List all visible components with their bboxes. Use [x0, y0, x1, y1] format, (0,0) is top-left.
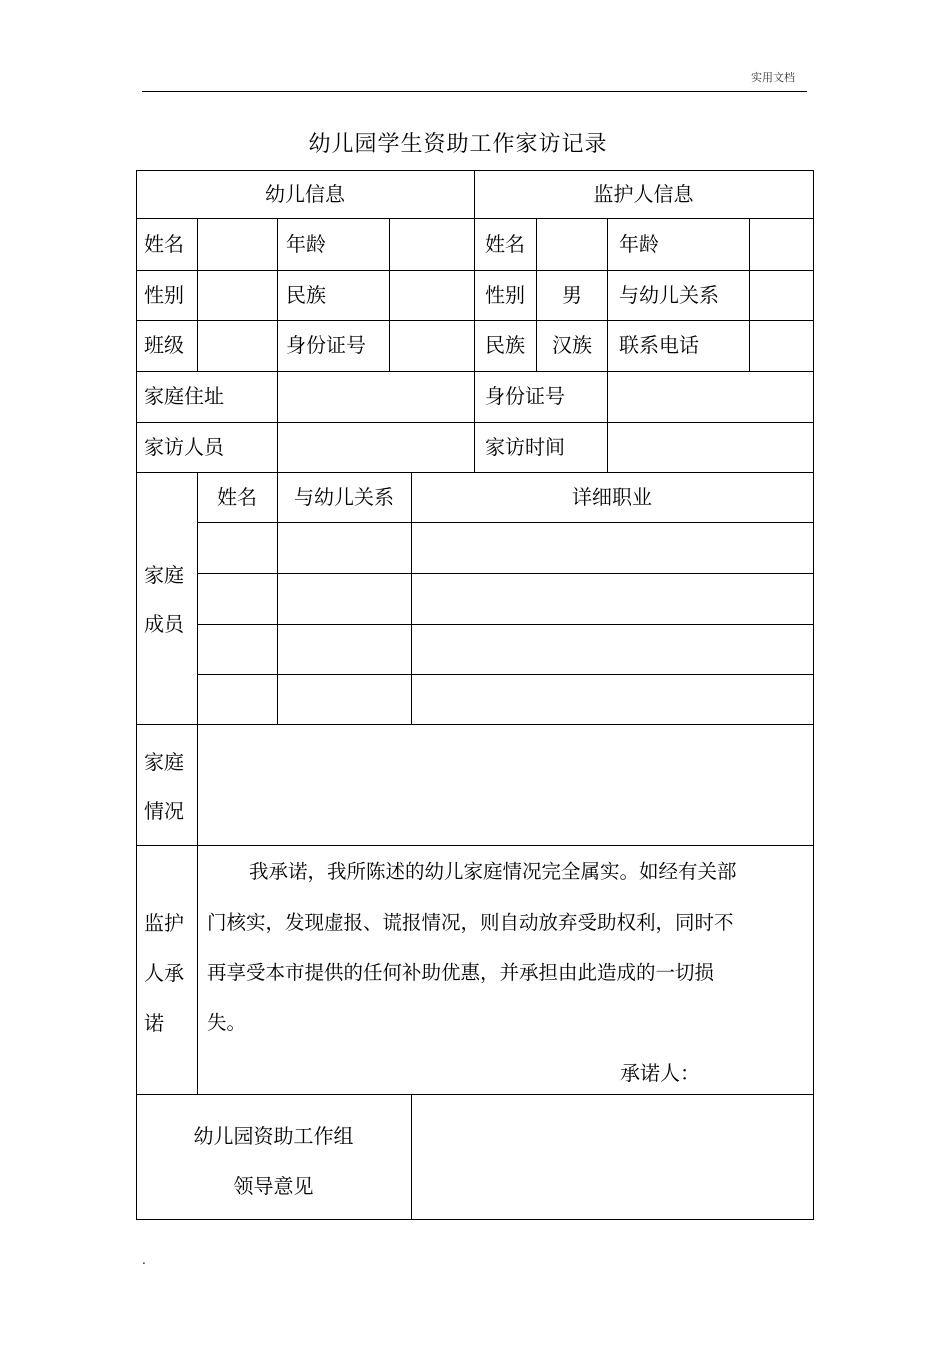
family-col-name: 姓名: [217, 485, 257, 509]
guardian-name-label: 姓名: [485, 232, 525, 256]
rule: [136, 170, 137, 1220]
rule: [277, 472, 278, 725]
rule: [136, 371, 814, 372]
header-rule: [142, 91, 807, 92]
family-situation-label-line2: 情况: [144, 799, 184, 823]
footer-mark: .: [142, 1253, 146, 1267]
rule: [136, 1219, 814, 1220]
rule: [411, 1094, 412, 1220]
rule: [474, 170, 475, 473]
rule: [136, 218, 814, 219]
rule: [197, 472, 198, 1095]
child-id-label: 身份证号: [286, 333, 366, 357]
header-label: 实用文档: [751, 71, 795, 84]
guardian-ethnicity-label: 民族: [485, 333, 525, 357]
pledge-label-line3: 诺: [144, 1011, 164, 1035]
page-title: 幼儿园学生资助工作家访记录: [308, 132, 608, 157]
rule: [389, 218, 390, 372]
pledge-text-line1: 我承诺，我所陈述的幼儿家庭情况完全属实。如经有关部: [249, 860, 737, 883]
rule: [197, 522, 814, 523]
visit-staff-label: 家访人员: [144, 435, 224, 459]
pledge-label-line1: 监护: [144, 911, 184, 935]
rule: [197, 674, 814, 675]
rule: [136, 270, 814, 271]
visit-time-label: 家访时间: [485, 435, 565, 459]
family-members-label-line2: 成员: [144, 612, 184, 636]
address-label: 家庭住址: [144, 384, 224, 408]
rule: [136, 320, 814, 321]
rule: [197, 218, 198, 372]
guardian-age-label: 年龄: [619, 232, 659, 256]
family-col-occupation: 详细职业: [572, 485, 652, 509]
rule: [813, 170, 814, 1220]
rule: [136, 170, 814, 171]
guardian-id-label: 身份证号: [485, 384, 565, 408]
pledge-signer-label: 承诺人：: [620, 1061, 700, 1085]
rule: [136, 1094, 814, 1095]
pledge-label-line2: 人承: [144, 961, 184, 985]
rule: [136, 422, 814, 423]
child-class-label: 班级: [144, 333, 184, 357]
rule: [277, 218, 278, 472]
rule: [136, 724, 814, 725]
leadership-label-line2: 领导意见: [233, 1174, 314, 1198]
pledge-text-line3: 再享受本市提供的任何补助优惠，并承担由此造成的一切损: [207, 961, 715, 984]
guardian-gender-label: 性别: [485, 283, 525, 307]
guardian-ethnicity-field[interactable]: 汉族: [552, 333, 592, 357]
child-gender-label: 性别: [144, 283, 184, 307]
rule: [197, 624, 814, 625]
family-situation-label-line1: 家庭: [144, 750, 184, 774]
rule: [136, 472, 814, 473]
family-members-label-line1: 家庭: [144, 563, 184, 587]
guardian-relation-label: 与幼儿关系: [619, 283, 719, 307]
pledge-text-line4: 失。: [207, 1011, 247, 1034]
pledge-text-line2: 门核实，发现虚报、谎报情况，则自动放弃受助权利，同时不: [207, 911, 734, 934]
rule: [749, 218, 750, 372]
rule: [607, 218, 608, 472]
rule: [411, 472, 412, 725]
leadership-label-line1: 幼儿园资助工作组: [193, 1124, 354, 1148]
child-ethnicity-label: 民族: [286, 283, 326, 307]
child-age-label: 年龄: [286, 232, 326, 256]
family-col-relation: 与幼儿关系: [294, 485, 394, 509]
guardian-gender-field[interactable]: 男: [562, 283, 582, 307]
child-name-label: 姓名: [144, 232, 184, 256]
guardian-phone-label: 联系电话: [619, 333, 699, 357]
child-info-header: 幼儿信息: [265, 182, 345, 206]
rule: [197, 573, 814, 574]
rule: [136, 845, 814, 846]
guardian-info-header: 监护人信息: [593, 182, 694, 206]
